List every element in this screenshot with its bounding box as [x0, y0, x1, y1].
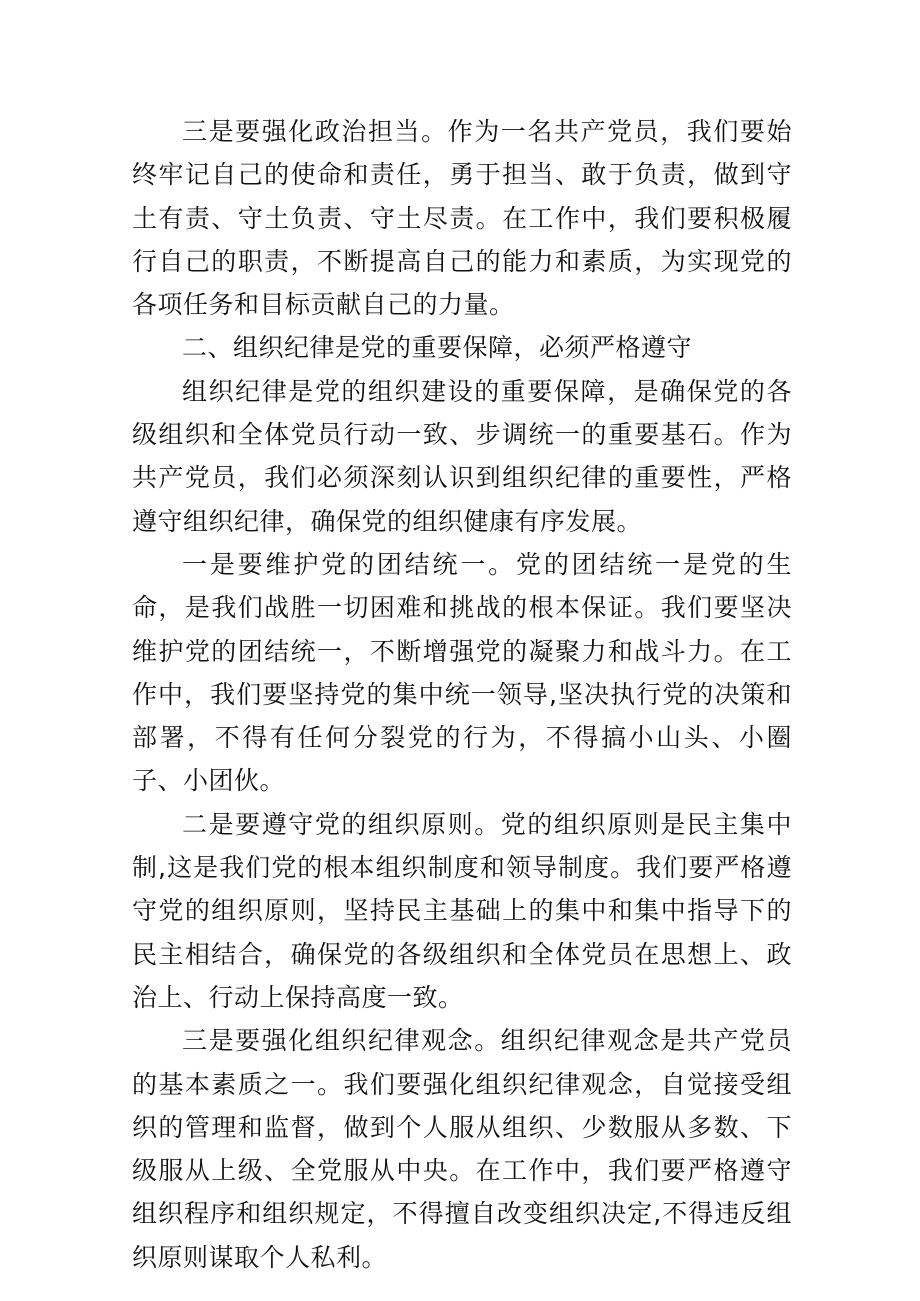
paragraph-discipline-awareness: 三是要强化组织纪律观念。组织纪律观念是共产党员的基本素质之一。我们要强化组织纪律观念，自觉接受组织的管理和监督，做到个人服从组织、少数服从多数、下级服从上级、全党服从中央。在工作中，我们要严格遵守组织程序和组织规定，不得擅自改变组织决定,不得违反组织原则谋取个人私利。 [132, 1026, 792, 1272]
paragraph-political-responsibility: 三是要强化政治担当。作为一名共产党员，我们要始终牢记自己的使命和责任，勇于担当、敢于负责，做到守土有责、守土负责、守土尽责。在工作中，我们要积极履行自己的职责，不断提高自己的能力和素质，为实现党的各项任务和目标贡献自己的力量。 [132, 117, 792, 320]
document-body [132, 110, 792, 1279]
section-heading-organizational-discipline: 二、组织纪律是党的重要保障，必须严格遵守 [182, 333, 693, 363]
paragraph-organizational-principles: 二是要遵守党的组织原则。党的组织原则是民主集中制,这是我们党的根本组织制度和领导制度。我们要严格遵守党的组织原则，坚持民主基础上的集中和集中指导下的民主相结合，确保党的各级组织和全体党员在思想上、政治上、行动上保持高度一致。 [132, 809, 792, 1012]
paragraph-discipline-intro: 组织纪律是党的组织建设的重要保障，是确保党的各级组织和全体党员行动一致、步调统一的重要基石。作为共产党员，我们必须深刻认识到组织纪律的重要性，严格遵守组织纪律，确保党的组织健康有序发展。 [132, 376, 792, 536]
paragraph-party-unity: 一是要维护党的团结统一。党的团结统一是党的生命，是我们战胜一切困难和挑战的根本保证。我们要坚决维护党的团结统一，不断增强党的凝聚力和战斗力。在工作中，我们要坚持党的集中统一领导,坚决执行党的决策和部署，不得有任何分裂党的行为，不得搞小山头、小圈子、小团伙。 [132, 549, 792, 796]
